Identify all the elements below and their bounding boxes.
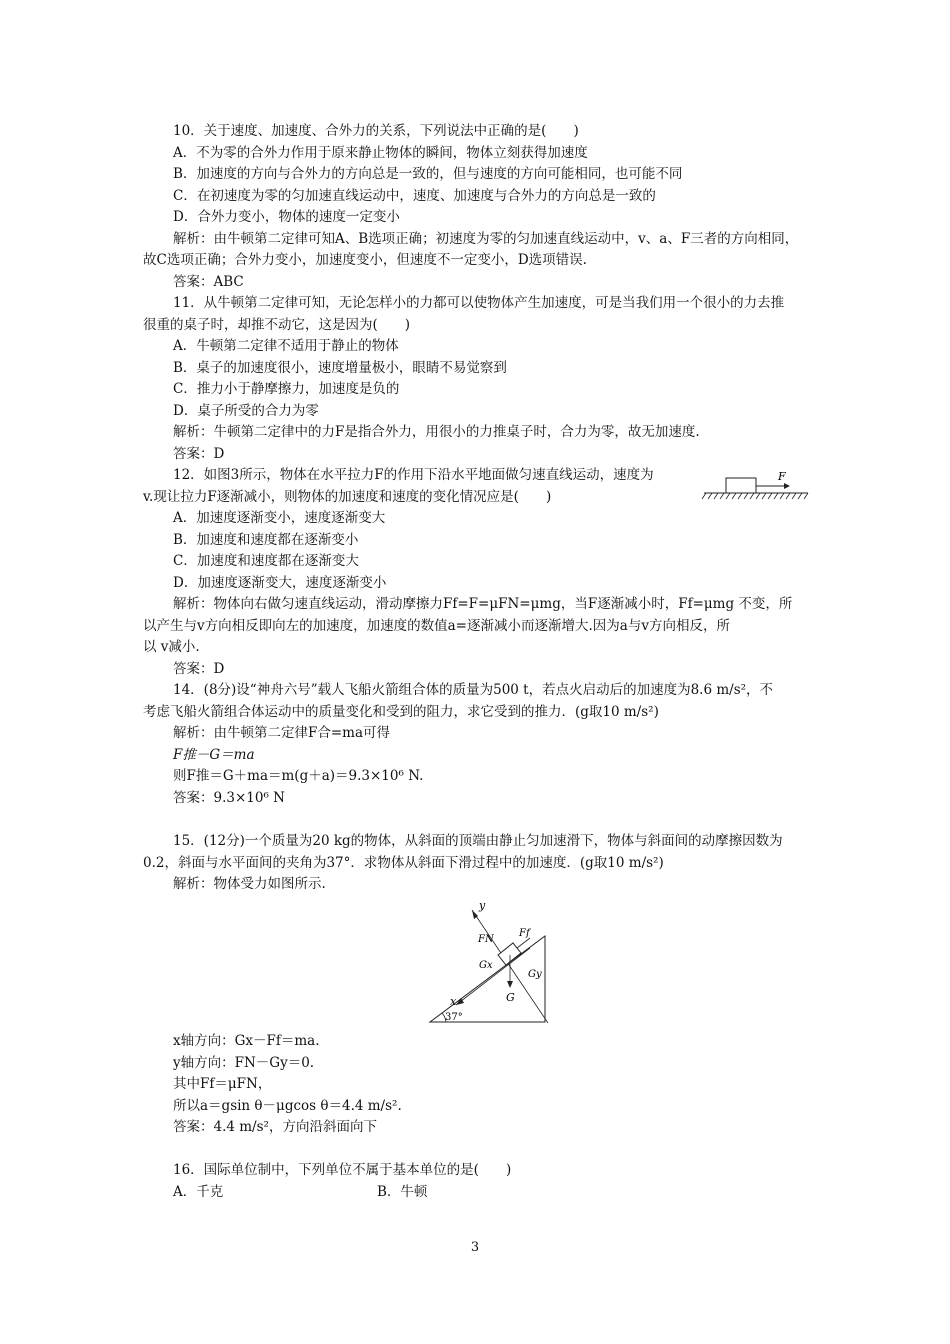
q10-option-a: A．不为零的合外力作用于原来静止物体的瞬间，物体立刻获得加速度 — [173, 145, 588, 161]
q12-answer: 答案：D — [173, 661, 225, 677]
ff-label: Ff — [519, 928, 530, 939]
q11-option-d: D．桌子所受的合力为零 — [173, 403, 319, 419]
q16-stem: 16．国际单位制中，下列单位不属于基本单位的是( ) — [173, 1162, 512, 1178]
q10-analysis-line1: 解析：由牛顿第二定律可知A、B选项正确；初速度为零的匀加速直线运动中，v、a、F三者的方向相同， — [173, 231, 799, 247]
q12-option-b: B．加速度和速度都在逐渐变小 — [173, 532, 359, 548]
q14-answer: 答案：9.3×10⁶ N — [173, 790, 285, 806]
q11-option-b: B．桌子的加速度很小，速度增量极小，眼睛不易觉察到 — [173, 360, 507, 376]
q15-eq-x: x轴方向：Gx－Ff＝ma. — [173, 1033, 320, 1049]
q10-option-c: C．在初速度为零的匀加速直线运动中，速度、加速度与合外力的方向总是一致的 — [173, 188, 656, 204]
gx-label: Gx — [479, 960, 493, 971]
q11-option-c: C．推力小于静摩擦力，加速度是负的 — [173, 381, 400, 397]
q12-option-c: C．加速度和速度都在逐渐变大 — [173, 553, 359, 569]
q10-option-b: B．加速度的方向与合外力的方向总是一致的，但与速度的方向可能相同，也可能不同 — [173, 166, 683, 182]
block-on-floor-figure — [700, 468, 815, 502]
q12-analysis-line2: 以产生与v方向相反即向左的加速度，加速度的数值a=逐渐减小而逐渐增大.因为a与v方向相反，所 — [143, 618, 730, 634]
g-label: G — [506, 991, 515, 1004]
q12-analysis-line3: 以 v减小. — [143, 639, 200, 655]
q14-analysis-line1: 解析：由牛顿第二定律F合=ma可得 — [173, 725, 391, 741]
q15-stem-line2: 0.2，斜面与水平面间的夹角为37°．求物体从斜面下滑过程中的加速度．(g取10 m/s²) — [143, 855, 664, 871]
q15-stem-line1: 15．(12分)一个质量为20 kg的物体，从斜面的顶端由静止匀加速滑下，物体与斜面间的动摩擦因数为 — [173, 833, 783, 849]
q10-option-d: D．合外力变小，物体的速度一定变小 — [173, 209, 400, 225]
q14-analysis-line2: F推－G＝ma — [173, 747, 255, 763]
force-label: F — [778, 470, 786, 483]
q10-analysis-line2: 故C选项正确；合外力变小，加速度变小，但速度不一定变小，D选项错误. — [143, 252, 587, 268]
q11-stem-line1: 11．从牛顿第二定律可知，无论怎样小的力都可以使物体产生加速度，可是当我们用一个很小的力去推 — [173, 295, 785, 311]
q15-answer: 答案：4.4 m/s²，方向沿斜面向下 — [173, 1119, 377, 1135]
q11-stem-line2: 很重的桌子时，却推不动它，这是因为( ) — [143, 317, 411, 333]
gy-label: Gy — [528, 969, 542, 980]
q12-stem-line2: v.现让拉力F逐渐减小，则物体的加速度和速度的变化情况应是( ) — [143, 489, 552, 505]
q14-analysis-line3: 则F推＝G＋ma＝m(g＋a)＝9.3×10⁶ N. — [173, 768, 424, 784]
x-axis-label: x — [450, 995, 457, 1008]
q12-option-a: A．加速度逐渐变小，速度逐渐变大 — [173, 510, 386, 526]
angle-label: 37° — [445, 1012, 463, 1023]
q10-stem: 10．关于速度、加速度、合外力的关系，下列说法中正确的是( ) — [173, 123, 579, 139]
q12-stem-line1: 12．如图3所示，物体在水平拉力F的作用下沿水平地面做匀速直线运动，速度为 — [173, 467, 654, 483]
block — [498, 943, 521, 965]
q15-eq-y: y轴方向：FN－Gy＝0. — [173, 1055, 315, 1071]
y-axis-label: y — [479, 899, 486, 912]
q14-stem-line2: 考虑飞船火箭组合体运动中的质量变化和受到的阻力，求它受到的推力．(g取10 m/s²) — [143, 704, 659, 720]
page-number: 3 — [470, 1240, 480, 1255]
q11-analysis: 解析：牛顿第二定律中的力F是指合外力，用很小的力推桌子时，合力为零，故无加速度. — [173, 424, 700, 440]
q11-answer: 答案：D — [173, 446, 225, 462]
q15-analysis-intro: 解析：物体受力如图所示. — [173, 876, 326, 892]
q10-answer: 答案：ABC — [173, 274, 244, 290]
q15-eq-friction: 其中Ff＝μFN， — [173, 1076, 272, 1092]
q16-option-a: A．千克 — [173, 1184, 224, 1200]
q12-option-d: D．加速度逐渐变大，速度逐渐变小 — [173, 575, 387, 591]
q11-option-a: A．牛顿第二定律不适用于静止的物体 — [173, 338, 399, 354]
q15-eq-result: 所以a＝gsin θ－μgcos θ＝4.4 m/s². — [173, 1098, 402, 1114]
incline-force-diagram — [420, 895, 560, 1027]
fn-label: FN — [478, 934, 494, 945]
block — [726, 478, 756, 493]
q16-option-b: B．牛顿 — [377, 1184, 428, 1200]
q14-stem-line1: 14．(8分)设“神舟六号”载人飞船火箭组合体的质量为500 t，若点火启动后的加速度为8.6 m/s²，不 — [173, 682, 774, 698]
q12-analysis-line1: 解析：物体向右做匀速直线运动，滑动摩擦力Ff=F=μFN=μmg，当F逐渐减小时，Ff=μmg 不变，所 — [173, 596, 793, 612]
